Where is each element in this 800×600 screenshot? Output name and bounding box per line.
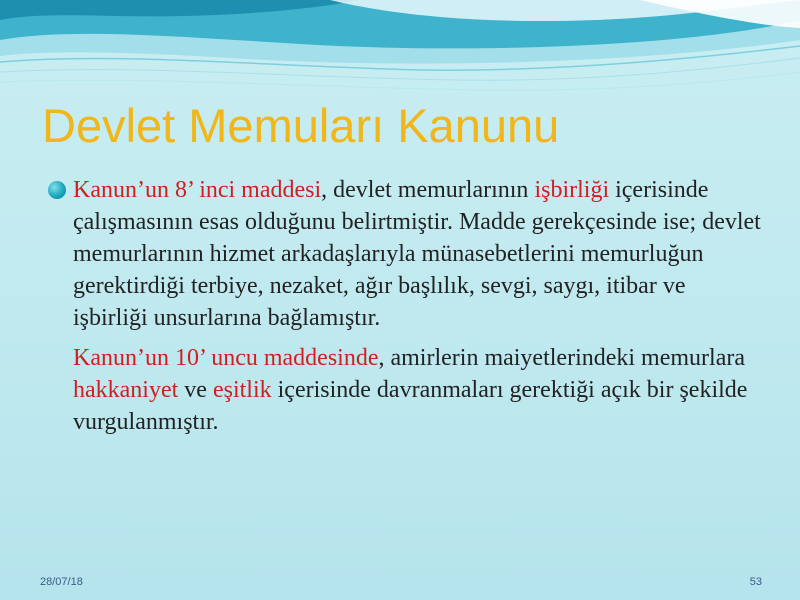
paragraph-2-highlight-equality: eşitlik	[212, 377, 272, 403]
footer-date: 28/07/18	[40, 576, 83, 588]
paragraph-2-highlight-fairness: hakkaniyet	[73, 377, 179, 403]
paragraph-1-text-b: içerisinde çalışmasının esas olduğunu belirtmiştir. Madde gerekçesinde ise; devlet memurlarının hizmet arkadaşlarıyla münasebetlerini memurluğun gerektirdiği terbiye, nezaket, ağır başlılık, sevgi, saygı, itibar ve işbirliği unsurlarına bağlamıştır.	[73, 177, 761, 331]
header-wave-decoration	[0, 0, 800, 110]
paragraph-2	[46, 342, 766, 438]
paragraph-2-text-c: içerisinde davranmaları gerektiği açık bir şekilde vurgulanmıştır.	[73, 377, 748, 435]
wave-line-3	[0, 72, 800, 90]
slide-title: Devlet Memuları Kanunu	[42, 99, 560, 152]
paragraph-1-text-a: , devlet memurlarının	[321, 177, 535, 203]
paragraph-1	[46, 174, 766, 334]
paragraph-1-highlight-article: Kanun’un 8’ inci maddesi	[73, 177, 322, 203]
paragraph-2-highlight-article: Kanun’un 10’ uncu maddesinde	[73, 345, 379, 371]
footer-page-number: 53	[749, 576, 762, 588]
paragraph-2-text-b: ve	[178, 377, 213, 403]
bullet-icon	[48, 181, 66, 199]
slide-body	[46, 174, 766, 446]
paragraph-2-text-a: , amirlerin maiyetlerindeki memurlara	[378, 345, 745, 371]
paragraph-1-highlight-cooperation: işbirliği	[534, 177, 610, 203]
